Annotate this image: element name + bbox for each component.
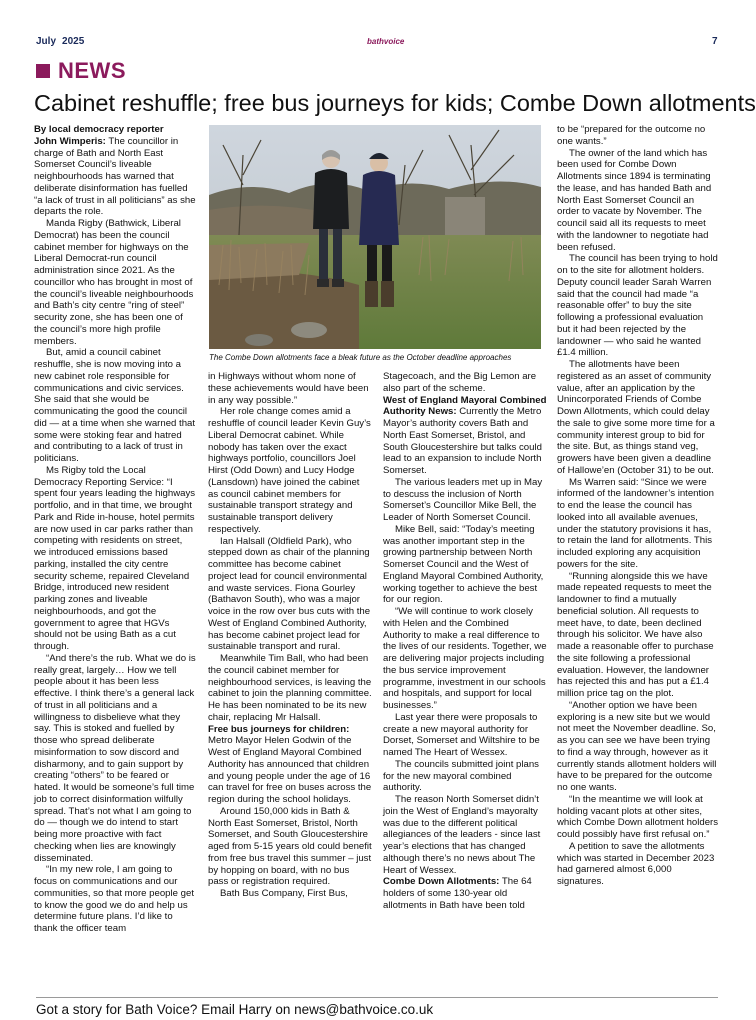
col1-para-2: Manda Rigby (Bathwick, Liberal Democrat) has been the council cabinet member for highways on the Liberal Democrat-run council administration since 2021. As the councillor who has brought in most of the council’s liveable neighbourhoods and Bath’s city centre “ring of steel” security zone, she has been one of the council’s more high profile members. — [34, 218, 194, 347]
byline-line2: John Wimperis: — [34, 135, 106, 147]
issue-date — [36, 36, 90, 47]
byline-line1: By local democracy reporter — [34, 124, 164, 135]
col2-para-4: Meanwhile Tim Ball, who had been the council cabinet member for neighbourhood services, is leaving the cabinet to join the planning committee. He has been nominated to be its new chair, replacing Mr Halsall. — [208, 653, 372, 723]
column-1 — [34, 124, 196, 935]
col2-para-5-text: Metro Mayor Helen Godwin of the West of England Mayoral Combined Authority has announced that children and young people under the age of 16 can travel for free on buses across the region during the school holidays. — [208, 735, 372, 805]
col4-para-9: A petition to save the allotments which was started in December 2023 had garnered almost 6,000 signatures. — [557, 840, 715, 887]
footer-divider — [36, 997, 718, 998]
col2-para-1: in Highways without whom none of these achievements would have been in any way possible.” — [208, 371, 369, 406]
col4-para-2: The owner of the land which has been used for Combe Down Allotments since 1894 is terminating the lease, and has handed Bath and North East Somerset Council an order to vacate by November. The council said all its requests to meet with the landowner to negotiate had been refused. — [557, 147, 712, 253]
masthead-logo: bathvoice — [367, 37, 405, 46]
subhead-free-bus: Free bus journeys for children: — [208, 723, 350, 735]
col3-para-9-text: The 64 holders of some 130-year old allotments in Bath have been told — [383, 876, 532, 911]
col3-para-5: “We will continue to work closely with Helen and the Combined Authority to make a real difference to the lives of our residents. Together, we are delivering major projects including the bus service improvement programme, investment in our schools and hospitals, and support for local businesses.” — [383, 606, 547, 711]
col1-para-1: The councillor in charge of Bath and North East Somerset Council’s liveable neighbourhoods has warned that deliberate disinformation has fuelled “a lack of trust in all politicians” as she departs the role. — [34, 135, 196, 218]
col3-para-1: Stagecoach, and the Big Lemon are also part of the scheme. — [383, 371, 537, 394]
col3-para-7: The councils submitted joint plans for the new mayoral combined authority. — [383, 758, 539, 794]
col3-para-8: The reason North Somerset didn’t join the West of England’s mayoralty was due to the different political allegiances of the leaders - since last year’s elections that has changed although there’s no news about The Heart of Wessex. — [383, 794, 541, 876]
col4-para-3: The council has been trying to hold on to the site for allotment holders. Deputy council leader Sarah Warren said that the council had made “a reasonable offer” to buy the site following a professional evaluation but it had been rejected by the landowner — who said he wanted £1.4 million. — [557, 253, 718, 359]
photo-caption: The Combe Down allotments face a bleak future as the October deadline approaches — [209, 353, 512, 362]
byline — [34, 124, 196, 218]
col3-para-9 — [383, 876, 547, 911]
section-header — [36, 58, 126, 84]
subhead-combe-down: Combe Down Allotments: — [383, 876, 500, 888]
col4-para-4: The allotments have been registered as an asset of community value, after an application by the Unincorporated Friends of Combe Down Allotments, which could delay the sale to give some more time for a community interest group to bid for the site. But, as things stand veg, growers have been given a deadline of Hallowe’en (October 31) to be out. — [557, 359, 715, 476]
col4-para-1: to be “prepared for the outcome no one wants.” — [557, 124, 706, 147]
col4-para-6: “Running alongside this we have made repeated requests to meet the landowner to find a mutually beneficial solution. All requests to meet have, to date, been declined through his solicitor. We have also made a reasonable offer to purchase the site following a professional evaluation. However, the landowner has rejected this and has put a £1.4 million price tag on the plot. — [557, 570, 714, 699]
col2-para-3: Ian Halsall (Oldfield Park), who stepped down as chair of the planning committee has become cabinet project lead for council environmental and waste services. Fiona Gourley (Bathavon South), who was a major voice in the row over bus cuts with the West of England Combined Authority, has become cabinet project lead for sustainable transport and rural. — [208, 535, 371, 653]
col4-para-7: “Another option we have been exploring is a new site but we would not meet the November deadline. So, as you can see we have been trying to find a way through, however as it currently stands allotment holders will have to be prepared for the outcome no one wants. — [557, 699, 717, 793]
allotment-photo — [209, 125, 541, 349]
column-2 — [208, 371, 372, 900]
col2-para-2: Her role change comes amid a reshuffle of council leader Kevin Guy’s Liberal Democrat cabinet. While nobody has taken over the exact highways portfolio, councillors Joel Hirst (Odd Down) and Lucy Hodge (Lansdown) have joined the cabinet as council cabinet members for sustainable transport strategy and sustainable transport delivery respectively. — [208, 406, 371, 535]
col1-para-5: “And there’s the rub. What we do is really great, largely… How we tell people about it has been less effective. I think there’s a general lack of trust in all politicians and a willingness to disbelieve what they say. This is stoked and fuelled by those who spread deliberate misinformation to sow discord and disharmony, and to gain support by creating “others” to be feared or hated. It would be someone’s full time job to correct disinformation wilfully spread. That’s not what I am going to do — though we do intend to start being more proactive with fact checking when lies are knowingly disseminated. — [34, 652, 196, 864]
section-label: NEWS — [58, 58, 126, 83]
col4-para-8: “In the meantime we will look at holding vacant plots at other sites, which Combe Down allotment holders could possibly have first refusal on.” — [557, 793, 719, 840]
issue-month: July — [36, 36, 57, 47]
subhead-weca: West of England Mayoral Combined Authority News: — [383, 394, 547, 418]
col2-para-7: Bath Bus Company, First Bus, — [220, 888, 348, 899]
footer-contact: Got a story for Bath Voice? Email Harry on news@bathvoice.co.uk — [36, 1002, 434, 1017]
col3-para-2-text: Currently the Metro Mayor’s authority covers Bath and North East Somerset, Bristol, and South Gloucestershire but talks could lead to an expansion to include North Somerset. — [383, 406, 542, 476]
col3-para-6: Last year there were proposals to create a new mayoral authority for Dorset, Somerset and Wiltshire to be named The Heart of Wessex. — [383, 711, 540, 758]
column-4 — [557, 124, 719, 888]
headline: Cabinet reshuffle; free bus journeys for kids; Combe Down allotments — [34, 90, 756, 116]
col1-para-4: Ms Rigby told the Local Democracy Reporting Service: “I spent four years leading the highways portfolio, and in that time, we brought Park and Ride in-house, hotel permits are now used in car parks rather than competing with residents on street, we introduced emissions based parking, installed the city centre security scheme, repaired Cleveland Bridge, introduced new resident parking zones and liveable neighbourhoods, and got the government to agree that HGVs should not be using Bath as a cut through. — [34, 464, 196, 652]
col3-para-4: Mike Bell, said: “Today’s meeting was another important step in the growing partnership between North Somerset Council and the West of England Mayoral Combined Authority, working together to achieve the best for our region. — [383, 523, 544, 606]
column-3 — [383, 371, 547, 912]
col2-para-5 — [208, 724, 372, 806]
col3-para-3: The various leaders met up in May to descuss the inclusion of North Somerset’s Councillor Mike Bell, the Leader of North Somerset Council. — [383, 476, 543, 523]
col1-para-3: But, amid a council cabinet reshuffle, she is now moving into a new cabinet role responsible for communications and civic services. She said that she would be communicating the good the council did — at a time when she warned that some were stoking fear and hatred and contributing to a lack of trust in politicians. — [34, 347, 196, 464]
col2-para-6: Around 150,000 kids in Bath & North East Somerset, Bristol, North Somerset, and South Gloucestershire aged from 5-15 years old could benefit from free bus travel this summer – just by hopping on board, with no bus pass or registration required. — [208, 805, 372, 888]
allotment-photo-image — [209, 125, 541, 349]
section-square-icon — [36, 64, 50, 78]
col1-para-6: “In my new role, I am going to focus on communications and our communities, so that more people get to know the good we do and help us determine future plans. I’d like to thank the officer team — [34, 864, 194, 934]
page-number: 7 — [712, 36, 718, 47]
col4-para-5: Ms Warren said: “Since we were informed of the landowner’s intention to end the lease the council has looked into all available avenues, under the statutory provisions it has, to retain the land for allotments. This included exploring any acquisition powers for the site. — [557, 476, 714, 570]
issue-year: 2025 — [62, 36, 85, 47]
col3-para-2 — [383, 395, 547, 477]
